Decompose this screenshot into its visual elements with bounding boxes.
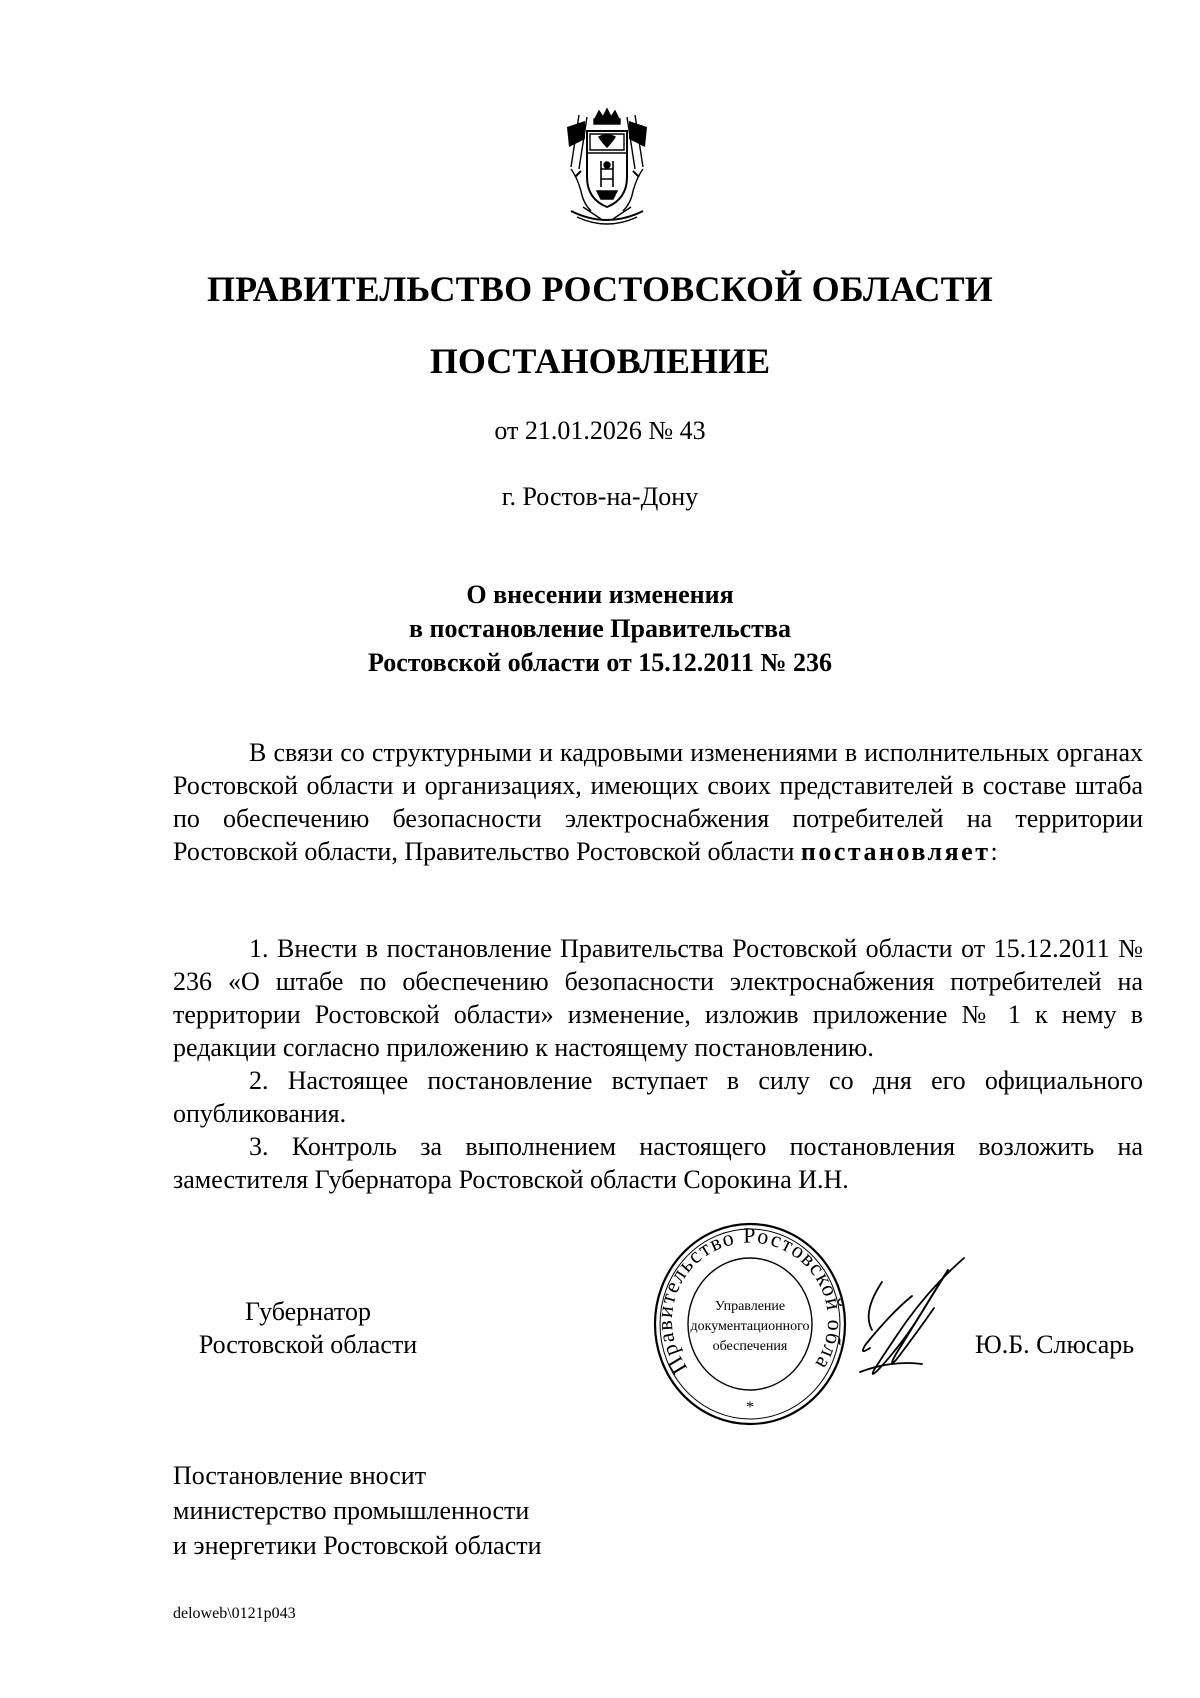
decree-item-3: 3. Контроль за выполнением настоящего постановления возложить на заместителя Губернатора Ростовской области Сорокина И.Н. <box>173 1132 1143 1194</box>
subject-line-3: Ростовской области от 15.12.2011 № 236 <box>368 648 832 677</box>
signatory-title-line-1: Губернатор <box>245 1297 371 1326</box>
handwritten-signature-icon <box>852 1252 992 1392</box>
document-city: г. Ростов-на-Дону <box>501 482 699 511</box>
stamp-inner-line-1: Управление <box>714 1299 786 1314</box>
submitter-line-1: Постановление вносит <box>173 1461 427 1490</box>
subject-line-1: О внесении изменения <box>466 580 734 609</box>
document-type: ПОСТАНОВЛЕНИЕ <box>429 341 771 381</box>
decree-item-1: 1. Внести в постановление Правительства Ростовской области от 15.12.2011 № 236 «О штабе по обеспечению безопасности электроснабжения потребителей на территории Ростовской области» изменение, изложив приложение № 1 к нему в редакции согласно приложению к настоящему постановлению. <box>173 934 1143 1062</box>
decree-colon: : <box>990 837 998 866</box>
file-reference: deloweb\0121p043 <box>173 1605 296 1622</box>
preamble-paragraph <box>173 736 1143 868</box>
decree-item-2: 2. Настоящее постановление вступает в силу со дня его официального опубликования. <box>173 1066 1143 1128</box>
document-date-number: от 21.01.2026 № 43 <box>494 416 706 445</box>
signatory-title <box>178 1295 438 1361</box>
decree-items <box>173 932 1143 1196</box>
decree-word: постановляет <box>800 837 991 866</box>
submitter-note <box>173 1458 542 1563</box>
organization-title: ПРАВИТЕЛЬСТВО РОСТОВСКОЙ ОБЛАСТИ <box>206 269 994 309</box>
coat-of-arms-icon <box>557 107 657 231</box>
stamp-outer-text: Правительство Ростовской обла <box>651 1222 849 1379</box>
official-stamp <box>650 1218 850 1430</box>
stamp-inner-line-2: документационного <box>690 1319 810 1334</box>
preamble-text: В связи со структурными и кадровыми изменениями в исполнительных органах Ростовской области и организациях, имеющих своих представителей в составе штаба по обеспечению безопасности электроснабжения потребителей на территории Ростовской области, Правительство Ростовской области <box>173 738 1143 866</box>
submitter-line-2: министерство промышленности <box>173 1496 530 1525</box>
stamp-inner-line-3: обеспечения <box>712 1339 788 1354</box>
signatory-title-line-2: Ростовской области <box>198 1330 418 1359</box>
stamp-star: * <box>746 1399 754 1416</box>
submitter-line-3: и энергетики Ростовской области <box>173 1531 542 1560</box>
subject-line-2: в постановление Правительства <box>408 614 791 643</box>
document-subject <box>0 578 1200 680</box>
signatory-name: Ю.Б. Слюсарь <box>975 1330 1135 1359</box>
